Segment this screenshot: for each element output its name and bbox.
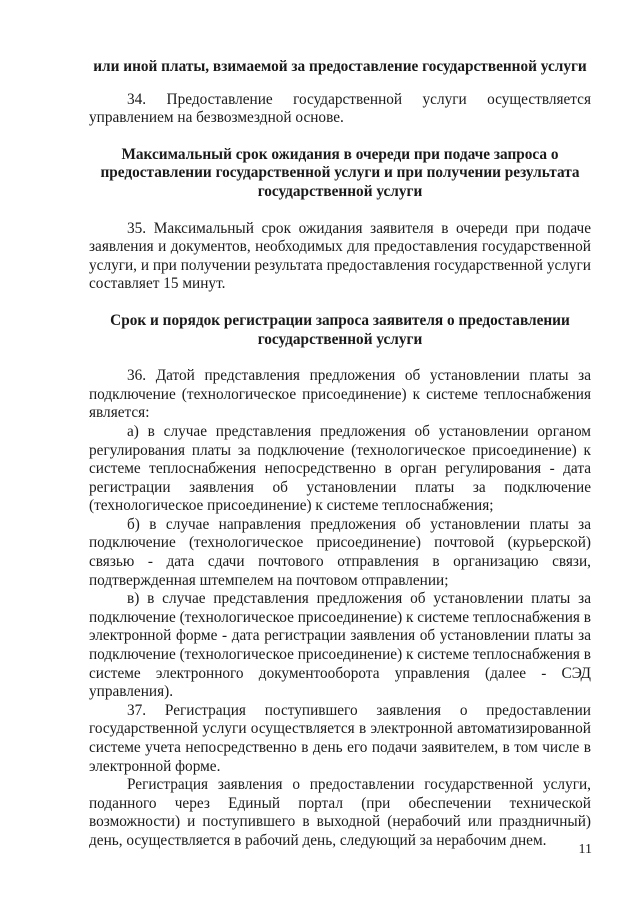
paragraph-37-portal: Регистрация заявления о предоставлении государственной услуги, поданного через Единый портал (при обеспечении технической возможности) и поступившего в выходной (нерабочий или праздничный) день, осуществляется в рабочий день, следующий за нерабочим днем. xyxy=(89,776,591,849)
section-heading-registration: Срок и порядок регистрации запроса заявителя о предоставлении государственной услуги xyxy=(110,311,570,348)
paragraph-36-v: в) в случае представления предложения об установлении платы за подключение (технологическое присоединение) к системе теплоснабжения в электронной форме - дата регистрации заявления об установлении платы за подключение (технологическое присоединение) к системе теплоснабжения в системе электронного документооборота управления (далее - СЭД управления). xyxy=(89,590,591,701)
page-body xyxy=(89,58,591,851)
paragraph-35: 35. Максимальный срок ожидания заявителя в очереди при подаче заявления и документов, необходимых для предоставления государственной услуги, и при получении результата предоставления государственной услуги составляет 15 минут. xyxy=(89,219,591,293)
paragraph-36-b: б) в случае направления предложения об установлении платы за подключение (технологическое присоединение) почтовой (курьерской) связью - дата сдачи почтового отправления в организацию связи, подтвержденная штемпелем на почтовом отправлении; xyxy=(89,515,591,589)
paragraph-36: 36. Датой представления предложения об установлении платы за подключение (технологическое присоединение) к системе теплоснабжения является: xyxy=(89,367,591,422)
paragraph-37: 37. Регистрация поступившего заявления о предоставлении государственной услуги осуществляется в электронной автоматизированной системе учета непосредственно в день его подачи заявителем, в том числе в электронной форме. xyxy=(89,701,591,775)
section-heading-fee-continuation: или иной платы, взимаемой за предоставление государственной услуги xyxy=(93,58,587,75)
section-heading-queue-time: Максимальный срок ожидания в очереди при подаче запроса о предоставлении государственной услуги и при получении результата государственной услуги xyxy=(100,145,580,200)
paragraph-34: 34. Предоставление государственной услуги осуществляется управлением на безвозмездной основе. xyxy=(89,90,591,127)
paragraph-36-a: а) в случае представления предложения об установлении органом регулирования платы за подключение (технологическое присоединение) к системе теплоснабжения непосредственно в орган регулирования - дата регистрации заявления об установлении платы за подключение (технологическое присоединение) к системе теплоснабжения; xyxy=(89,422,591,515)
page-number: 11 xyxy=(578,842,592,857)
